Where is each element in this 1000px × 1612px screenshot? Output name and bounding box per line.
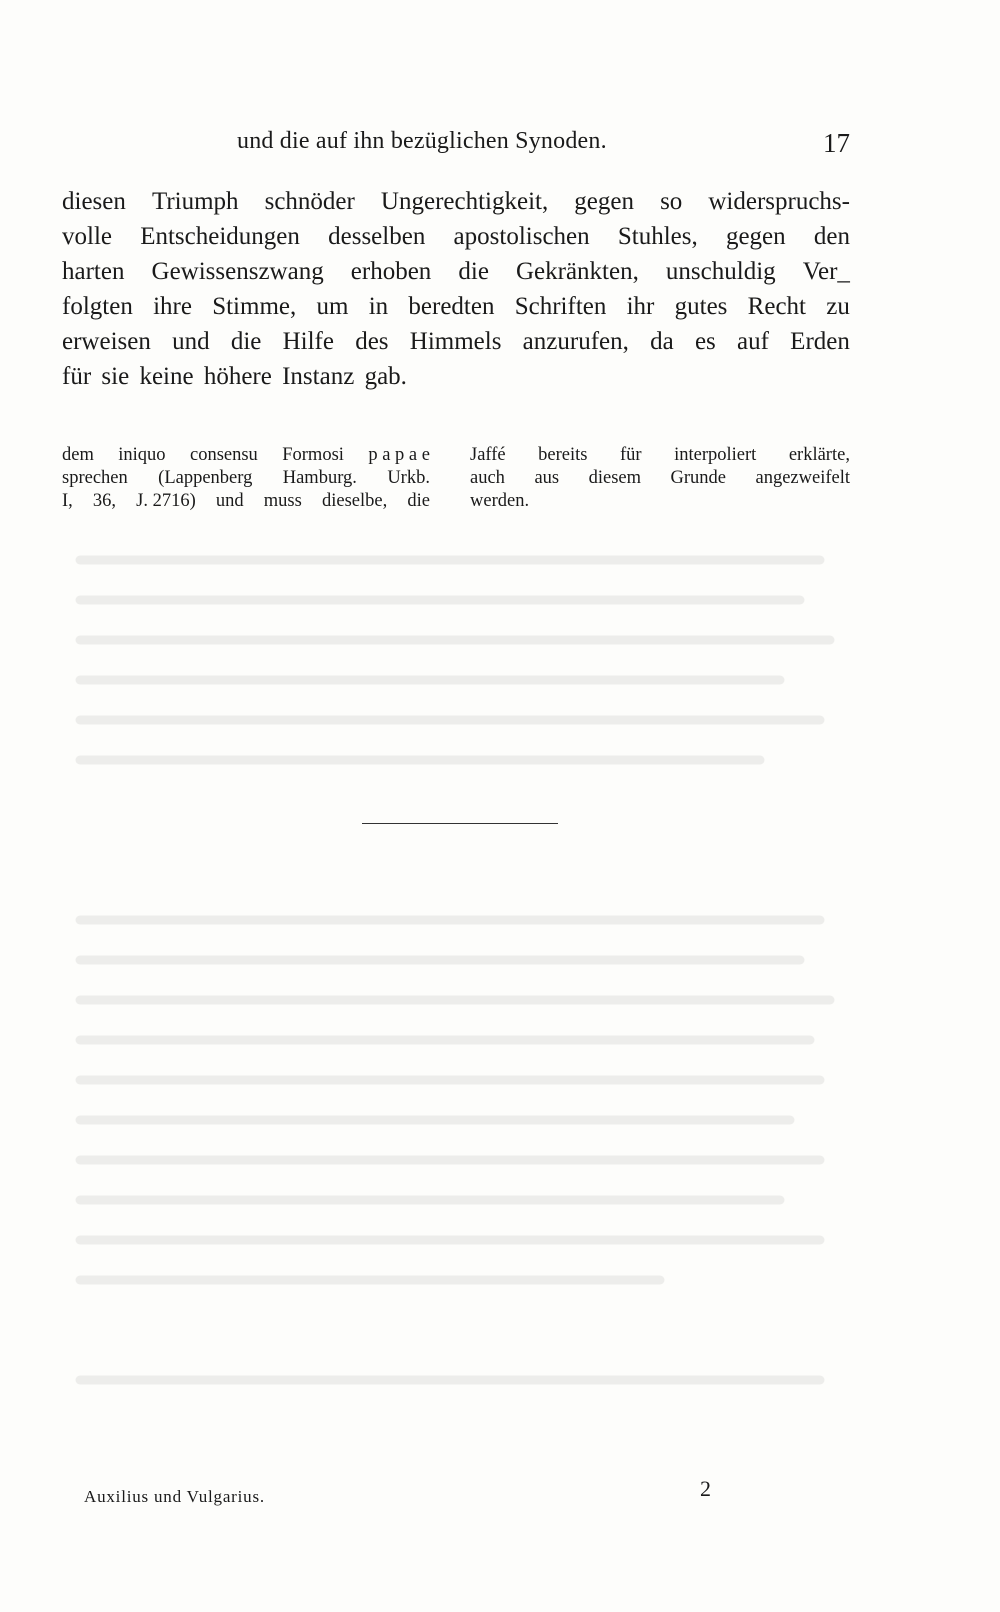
word: den	[813, 223, 850, 250]
word: Entscheidungen	[140, 223, 300, 250]
word: Gewissenszwang	[151, 258, 324, 285]
word: (Lappenberg	[158, 468, 253, 488]
word: für	[62, 363, 92, 390]
word: Formosi	[282, 445, 344, 465]
bleed-through-texture	[60, 520, 860, 1420]
word: Stuhles,	[617, 223, 698, 250]
page-number: 17	[823, 128, 850, 158]
word: J. 2716)	[136, 491, 196, 511]
word: Triumph	[151, 188, 239, 215]
word: gegen	[725, 223, 786, 250]
word: folgten	[62, 293, 133, 320]
word: angezweifelt	[755, 468, 850, 488]
body-line	[62, 219, 850, 254]
word: dieselbe,	[321, 491, 388, 511]
word: beredten	[408, 293, 495, 320]
word: sprechen	[62, 468, 128, 488]
word: muss	[263, 491, 302, 511]
word: diesen	[62, 188, 126, 215]
word: anzurufen,	[522, 328, 629, 355]
word: ihr	[626, 293, 655, 320]
word: 36,	[92, 491, 117, 511]
word: bereits	[538, 445, 588, 465]
word: ihre	[153, 293, 192, 320]
word: die	[230, 328, 262, 355]
word: erklärte,	[788, 445, 850, 465]
word: aus	[534, 468, 560, 488]
word: so	[660, 188, 683, 215]
word: Jaffé	[470, 445, 506, 465]
word: keine	[139, 363, 194, 390]
word: zu	[826, 293, 850, 320]
word: Stimme,	[212, 293, 297, 320]
word: höhere	[203, 363, 272, 390]
word: Ver_	[802, 258, 850, 285]
body-line	[62, 324, 850, 359]
footnote-line	[62, 490, 430, 513]
word: sie	[101, 363, 130, 390]
footnote-line	[62, 444, 430, 467]
word: in	[368, 293, 389, 320]
word: die	[407, 491, 430, 511]
body-line	[62, 184, 850, 219]
word: dem	[62, 445, 94, 465]
word: es	[694, 328, 716, 355]
word: I,	[62, 491, 73, 511]
word: desselben	[328, 223, 426, 250]
word: iniquo	[118, 445, 166, 465]
word: gutes	[674, 293, 728, 320]
word: Hamburg.	[282, 468, 357, 488]
word: werden.	[470, 491, 530, 511]
signature-mark: 2	[700, 1476, 711, 1501]
footnote-line	[470, 490, 850, 513]
word: Schriften	[514, 293, 607, 320]
body-paragraph	[62, 184, 850, 394]
word: und	[172, 328, 210, 355]
word: Himmels	[409, 328, 502, 355]
word: erweisen	[62, 328, 151, 355]
word: auf	[737, 328, 769, 355]
word: die	[458, 258, 489, 285]
word: auch	[470, 468, 505, 488]
word: schnöder	[264, 188, 355, 215]
word: gegen	[574, 188, 634, 215]
word: apostolischen	[453, 223, 590, 250]
body-line	[62, 359, 850, 394]
word: Instanz	[282, 363, 355, 390]
footnote-column-left	[62, 444, 430, 513]
word: da	[650, 328, 674, 355]
footnote-line	[470, 467, 850, 490]
word: unschuldig	[665, 258, 776, 285]
word: Gekränkten,	[515, 258, 639, 285]
word: Recht	[747, 293, 806, 320]
footnote-line	[62, 467, 430, 490]
word: interpoliert	[674, 445, 757, 465]
word: Hilfe	[282, 328, 334, 355]
running-head	[62, 128, 850, 162]
word: Ungerechtigkeit,	[380, 188, 549, 215]
section-divider	[362, 823, 558, 824]
word: diesem	[588, 468, 642, 488]
word: Urkb.	[387, 468, 430, 488]
word: um	[316, 293, 349, 320]
word: des	[355, 328, 389, 355]
word: consensu	[189, 445, 258, 465]
word: harten	[62, 258, 125, 285]
word: widerspruchs-	[708, 188, 850, 215]
body-line	[62, 289, 850, 324]
footnote-line	[470, 444, 850, 467]
word: p a p a e	[368, 445, 430, 465]
word: für	[619, 445, 642, 465]
word: Grunde	[670, 468, 726, 488]
word: gab.	[364, 363, 407, 390]
word: volle	[62, 223, 112, 250]
body-line	[62, 254, 850, 289]
word: erhoben	[350, 258, 432, 285]
word: und	[215, 491, 244, 511]
printer-signature: Auxilius und Vulgarius.	[84, 1487, 265, 1506]
running-title: und die auf ihn bezüglichen Synoden.	[237, 128, 607, 154]
word: Erden	[790, 328, 850, 355]
footnote-column-right	[470, 444, 850, 513]
